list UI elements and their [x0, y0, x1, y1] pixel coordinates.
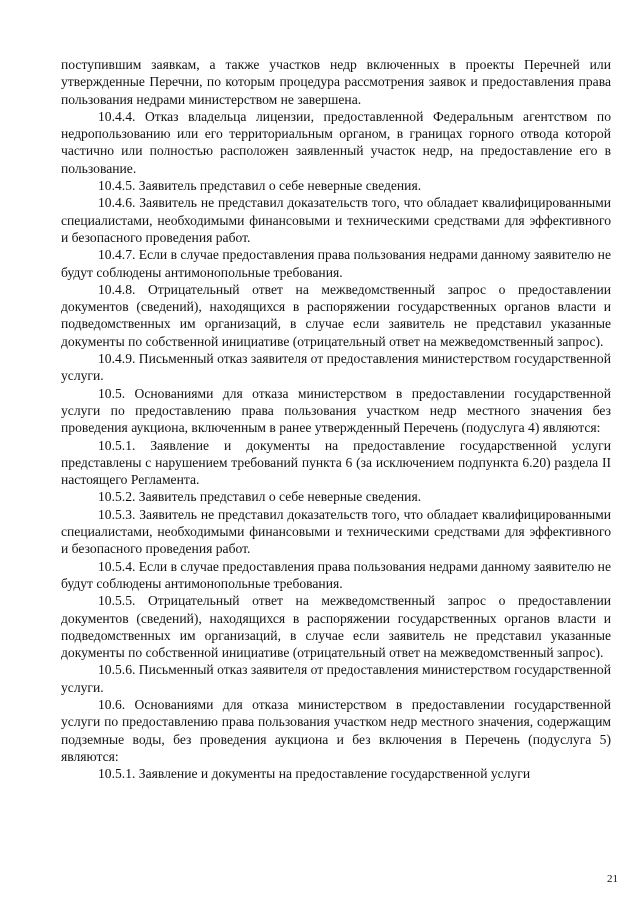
document-body [61, 56, 611, 782]
paragraph-10-5-3: 10.5.3. Заявитель не представил доказательств того, что обладает квалифицированными специалистами, необходимыми финансовыми и техническими средствами для эффективного и безопасного проведения работ. [61, 506, 611, 557]
paragraph-10-4-6: 10.4.6. Заявитель не представил доказательств того, что обладает квалифицированными специалистами, необходимыми финансовыми и техническими средствами для эффективного и безопасного проведения работ. [61, 195, 611, 245]
paragraph-10-4-7: 10.4.7. Если в случае предоставления права пользования недрами данному заявителю не будут соблюдены антимонопольные требования. [61, 247, 611, 280]
paragraph-10-6: 10.6. Основаниями для отказа министерством в предоставлении государственной услуги по предоставлению права пользования участком недр местного значения, содержащим подземные воды, без проведения аукциона и без включения в Перечень (подуслуга 5) являются: [61, 696, 611, 764]
page-number: 21 [607, 873, 618, 885]
paragraph-10-4-4: 10.4.4. Отказ владельца лицензии, предоставленной Федеральным агентством по недропользованию или его территориальным органом, в границах горного отвода которой частично или полностью расположен заявленный участок недр, на предоставление его в пользование. [61, 108, 611, 176]
paragraph-10-5-2: 10.5.2. Заявитель представил о себе неверные сведения. [98, 489, 422, 505]
paragraph-10-5-1: 10.5.1. Заявление и документы на предоставление государственной услуги представлены с нарушением требований пункта 6 (за исключением подпункта 6.20) раздела II настоящего Регламента. [61, 437, 611, 488]
paragraph-10-5-4: 10.5.4. Если в случае предоставления права пользования недрами данному заявителю не будут соблюдены антимонопольные требования. [61, 558, 611, 591]
paragraph-10-4-8: 10.4.8. Отрицательный ответ на межведомственный запрос о предоставлении документов (сведений), находящихся в распоряжении государственных органов власти и подведомственных им организаций, в случае если заявитель не представил указанные документы по собственной инициативе (отрицательный ответ на межведомственный запрос). [61, 281, 611, 349]
paragraph-continuation: поступившим заявкам, а также участков недр включенных в проекты Перечней или утвержденные Перечни, по которым процедура рассмотрения заявок и предоставления права пользования недрами министерством не завершена. [61, 57, 611, 107]
paragraph-10-5-6: 10.5.6. Письменный отказ заявителя от предоставления министерством государственной услуги. [61, 662, 611, 695]
paragraph-10-4-9: 10.4.9. Письменный отказ заявителя от предоставления министерством государственной услуги. [61, 351, 611, 384]
paragraph-10-4-5: 10.4.5. Заявитель представил о себе неверные сведения. [98, 178, 422, 194]
paragraph-10-5-5: 10.5.5. Отрицательный ответ на межведомственный запрос о предоставлении документов (сведений), находящихся в распоряжении государственных органов власти и подведомственных им организаций, в случае если заявитель не представил указанные документы по собственной инициативе (отрицательный ответ на межведомственный запрос). [61, 593, 611, 661]
paragraph-10-5: 10.5. Основаниями для отказа министерством в предоставлении государственной услуги по предоставлению права пользования участком недр местного значения без проведения аукциона, включенным в ранее утвержденный Перечень (подуслуга 4) являются: [61, 385, 611, 436]
paragraph-10-6-1: 10.5.1. Заявление и документы на предоставление государственной услуги [98, 766, 531, 782]
